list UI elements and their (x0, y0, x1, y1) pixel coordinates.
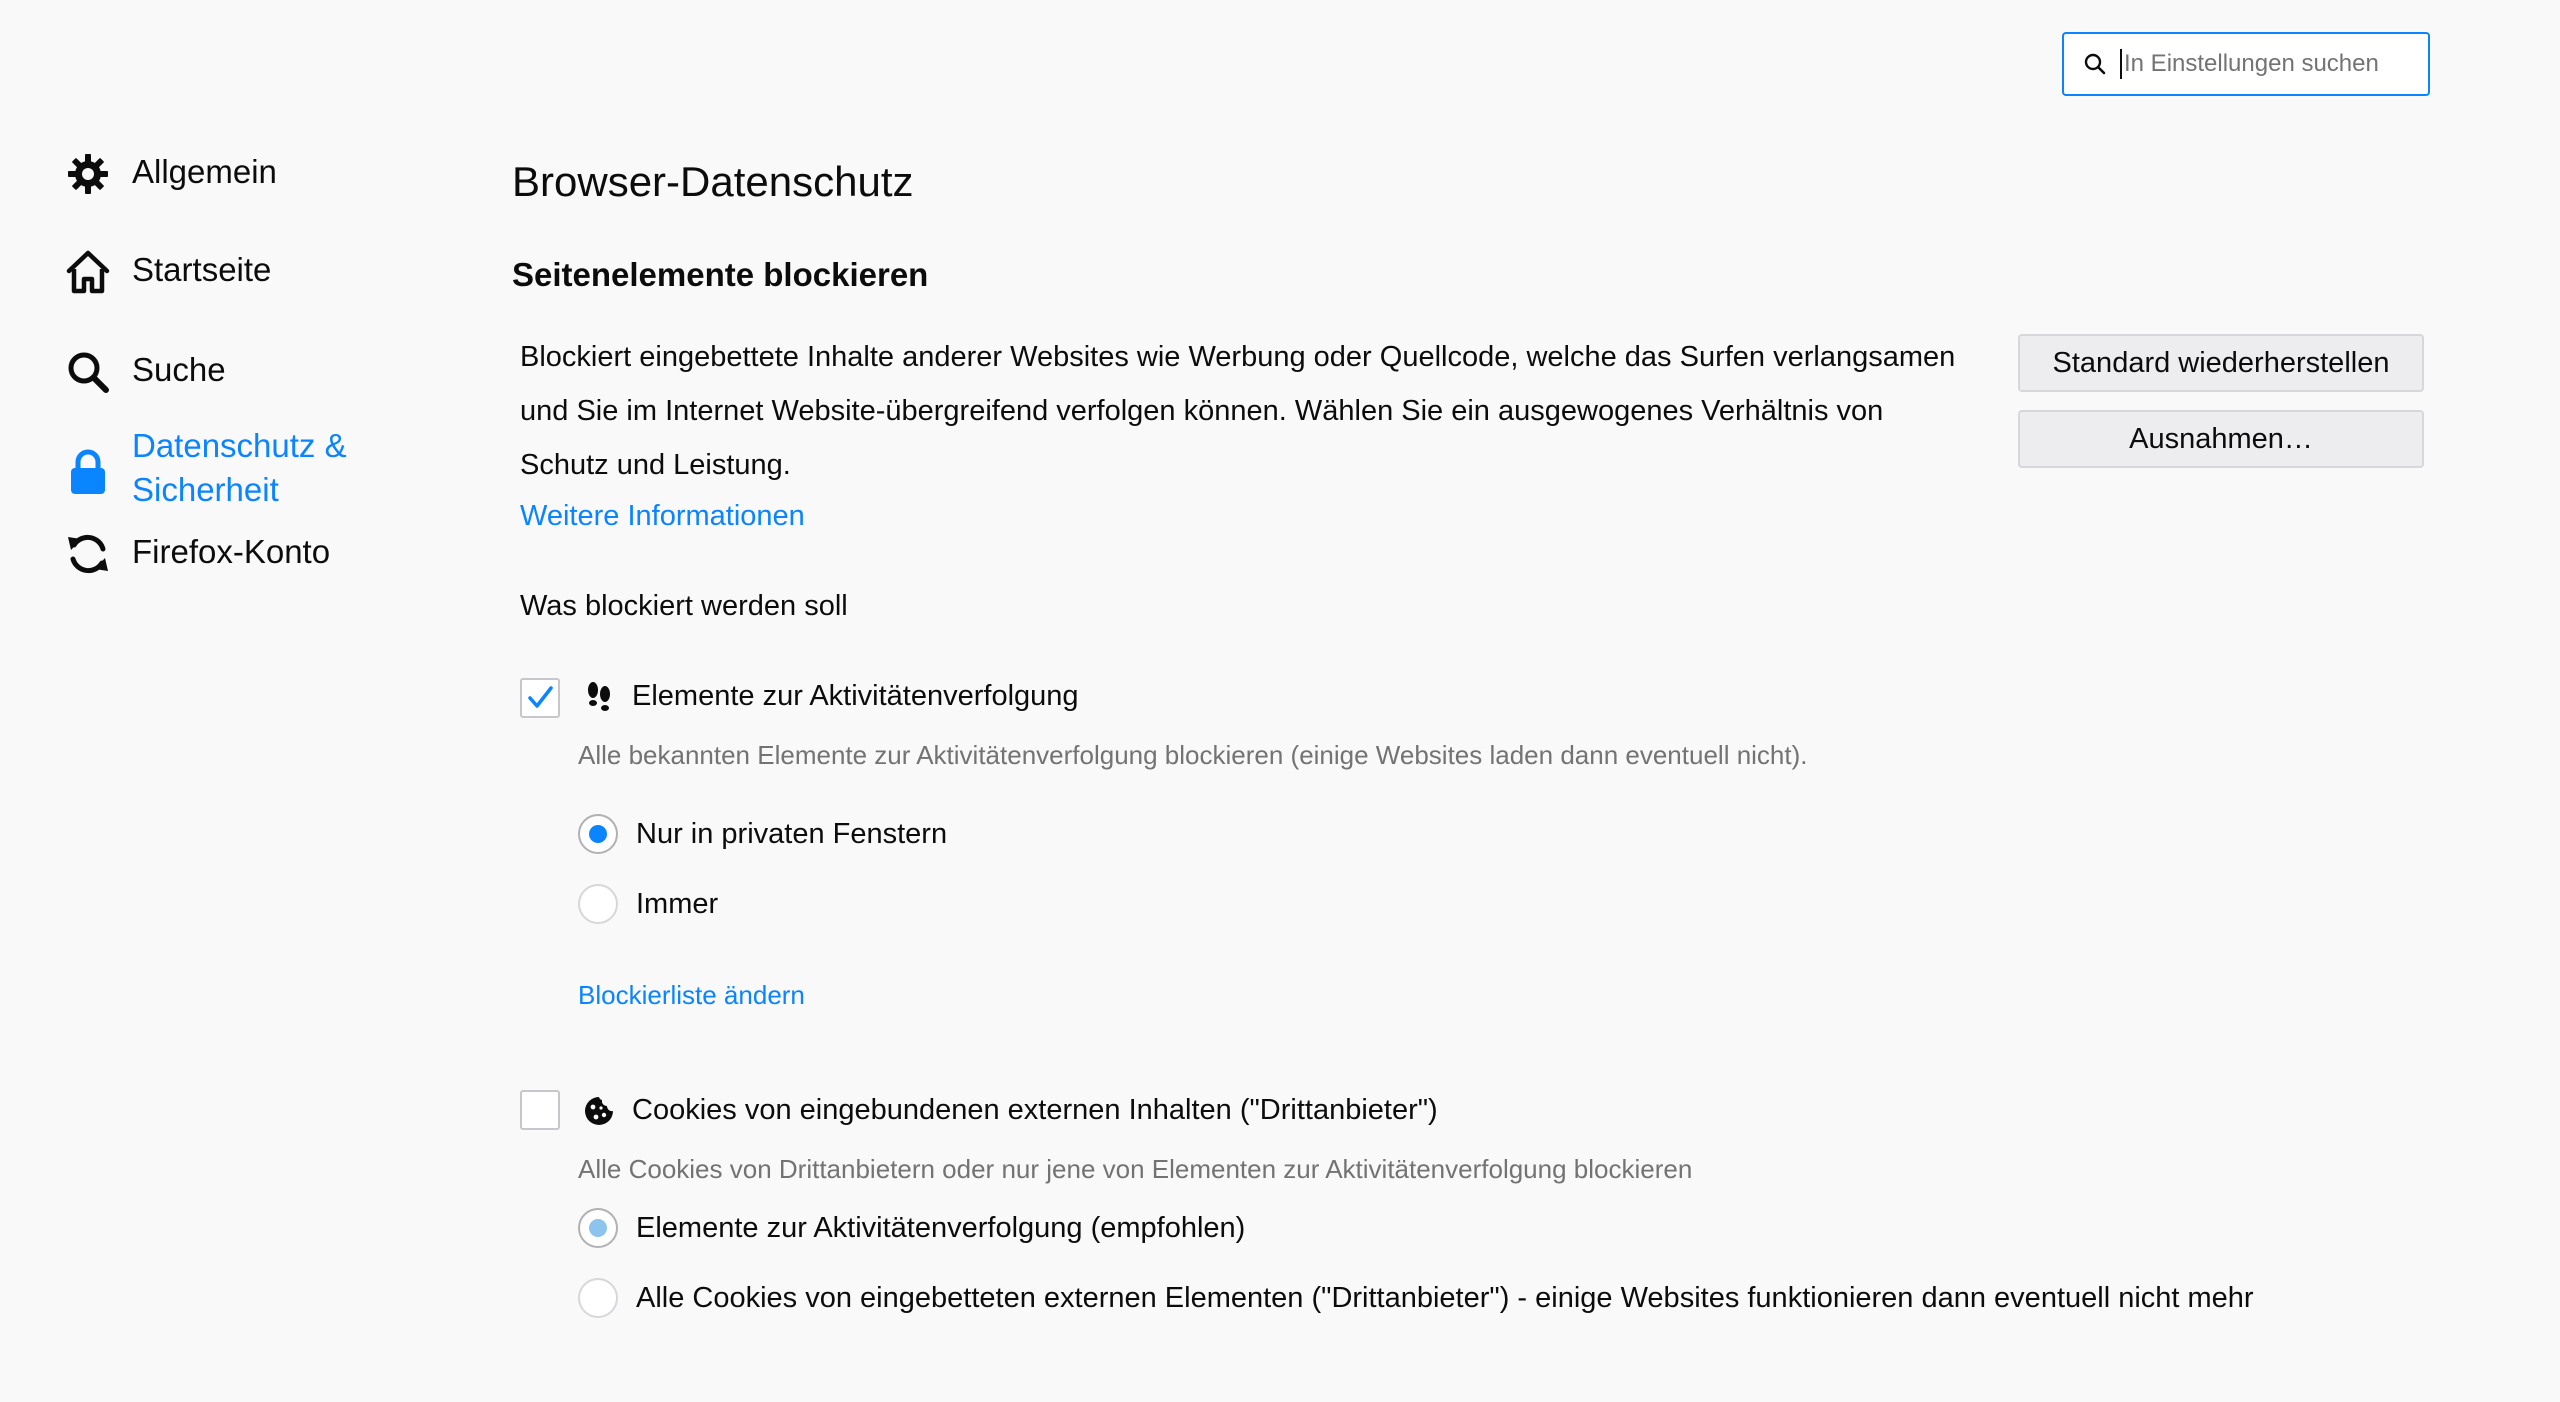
sidebar-item-search[interactable] (64, 348, 404, 396)
sync-icon (64, 530, 112, 578)
radio-always[interactable] (578, 884, 618, 924)
search-icon (2082, 51, 2108, 77)
section-description: Blockiert eingebettete Inhalte anderer Websites wie Werbung oder Quellcode, welche das Surfen verlangsamen und Sie im Internet Website-übergreifend verfolgen können. Wählen Sie ein ausgewogenes Verhältnis von Schutz und Leistung. (520, 341, 1956, 481)
checkmark-icon (525, 683, 555, 713)
cookies-description: Alle Cookies von Drittanbietern oder nur jene von Elementen zur Aktivitätenverfolgung blockieren (578, 1154, 1693, 1184)
cookies-checkbox[interactable] (520, 1090, 560, 1130)
home-icon (64, 248, 112, 296)
search-icon (64, 348, 112, 396)
page-title: Browser-Datenschutz (512, 158, 914, 205)
footprints-icon (582, 680, 616, 714)
sidebar-item-label: Suche (132, 351, 226, 388)
search-input[interactable] (2120, 49, 2420, 79)
sidebar-item-label: Firefox-Konto (132, 533, 331, 570)
sidebar-item-home[interactable] (64, 248, 404, 296)
cookie-icon (582, 1094, 616, 1128)
sidebar-item-firefox-account[interactable] (64, 530, 404, 578)
radio-all-third-party-cookies[interactable] (578, 1278, 618, 1318)
tracking-label: Elemente zur Aktivitätenverfolgung (632, 680, 1079, 712)
radio-always-label: Immer (636, 888, 719, 920)
lock-icon (64, 448, 112, 496)
radio-private-windows[interactable] (578, 814, 618, 854)
sidebar-item-label: Allgemein (132, 153, 277, 190)
block-what-label: Was blockiert werden soll (520, 590, 848, 622)
radio-all-third-party-cookies-label: Alle Cookies von eingebetteten externen Elementen ("Drittanbieter") - einige Websites funktionieren dann eventuell nicht mehr (636, 1282, 2254, 1314)
change-blocklist-link[interactable]: Blockierliste ändern (578, 980, 805, 1010)
sidebar-item-label: Startseite (132, 251, 272, 288)
radio-private-windows-label: Nur in privaten Fenstern (636, 818, 948, 850)
tracking-checkbox[interactable] (520, 678, 560, 718)
radio-trackers-recommended-label: Elemente zur Aktivitätenverfolgung (empfohlen) (636, 1212, 1246, 1244)
restore-defaults-button[interactable]: Standard wiederherstellen (2018, 334, 2424, 392)
sidebar-item-label: Datenschutz & Sicherheit (132, 427, 347, 508)
tracking-description: Alle bekannten Elemente zur Aktivitätenverfolgung blockieren (einige Websites laden dann eventuell nicht). (578, 740, 1808, 770)
radio-trackers-recommended[interactable] (578, 1208, 618, 1248)
settings-search[interactable] (2062, 32, 2430, 96)
section-title: Seitenelemente blockieren (512, 256, 929, 293)
sidebar-item-general[interactable] (64, 150, 404, 198)
cookies-label: Cookies von eingebundenen externen Inhalten ("Drittanbieter") (632, 1094, 1438, 1126)
exceptions-button[interactable]: Ausnahmen… (2018, 410, 2424, 468)
sidebar-item-privacy-security[interactable] (64, 424, 404, 512)
more-info-link[interactable]: Weitere Informationen (520, 500, 805, 532)
sidebar (64, 150, 404, 578)
gear-icon (64, 150, 112, 198)
